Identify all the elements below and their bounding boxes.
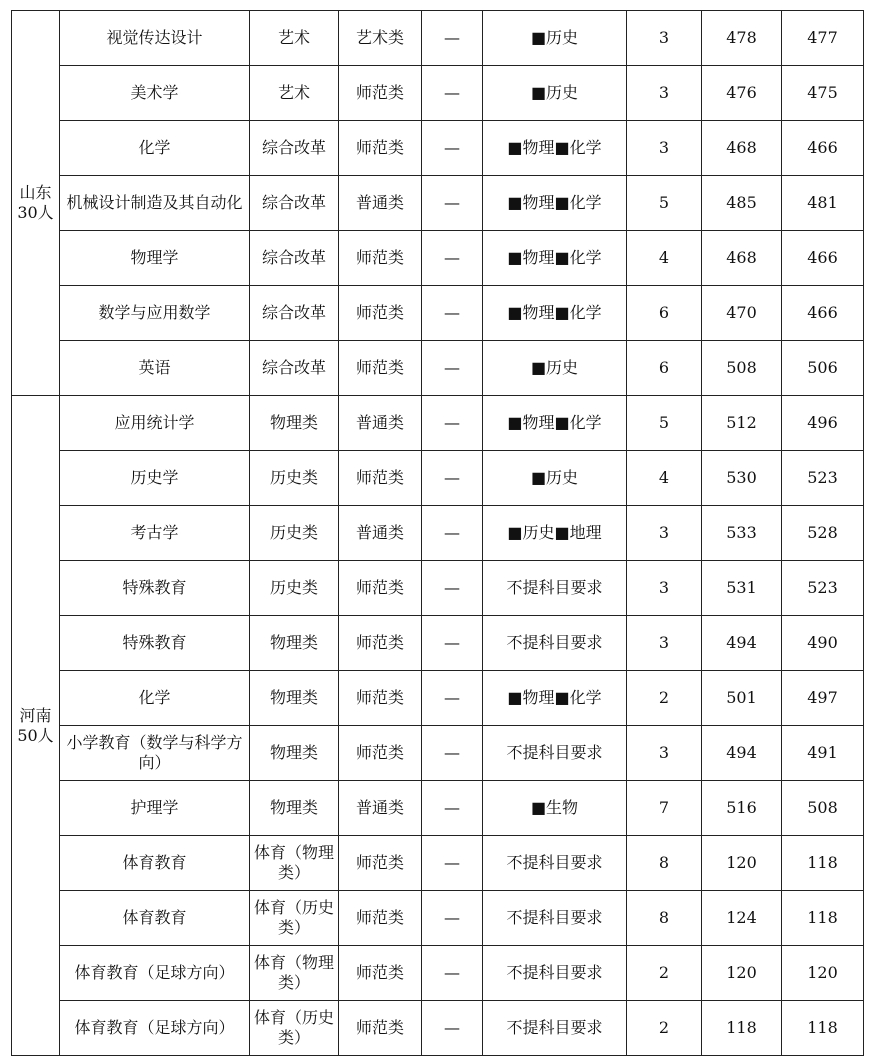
major-cell: 化学 [60,671,250,726]
note-cell: — [422,836,483,891]
category-cell: 综合改革 [250,341,339,396]
type-cell: 师范类 [339,231,422,286]
subject-cell: ■生物 [483,781,627,836]
subject-cell: 不提科目要求 [483,1001,627,1056]
plan-cell: 2 [627,1001,702,1056]
table-row [12,451,864,506]
type-cell: 普通类 [339,781,422,836]
max-score-cell: 468 [702,121,782,176]
max-score-cell: 124 [702,891,782,946]
max-score-cell: 494 [702,726,782,781]
province-cell [12,11,60,396]
category-cell: 体育（物理类） [250,836,339,891]
min-score-cell: 466 [782,121,864,176]
table-row [12,121,864,176]
subject-cell: 不提科目要求 [483,616,627,671]
min-score-cell: 490 [782,616,864,671]
plan-cell: 3 [627,66,702,121]
max-score-cell: 533 [702,506,782,561]
plan-cell: 6 [627,286,702,341]
major-cell: 物理学 [60,231,250,286]
plan-cell: 2 [627,671,702,726]
min-score-cell: 491 [782,726,864,781]
max-score-cell: 508 [702,341,782,396]
plan-cell: 6 [627,341,702,396]
max-score-cell: 512 [702,396,782,451]
table-row [12,561,864,616]
subject-cell: 不提科目要求 [483,891,627,946]
major-cell: 特殊教育 [60,616,250,671]
table-row [12,396,864,451]
type-cell: 师范类 [339,451,422,506]
note-cell: — [422,121,483,176]
category-cell: 艺术 [250,66,339,121]
major-cell: 特殊教育 [60,561,250,616]
major-cell: 小学教育（数学与科学方向） [60,726,250,781]
category-cell: 体育（物理类） [250,946,339,1001]
subject-cell: 不提科目要求 [483,726,627,781]
max-score-cell: 118 [702,1001,782,1056]
type-cell: 艺术类 [339,11,422,66]
major-cell: 体育教育（足球方向） [60,946,250,1001]
major-cell: 护理学 [60,781,250,836]
note-cell: — [422,726,483,781]
subject-cell: 不提科目要求 [483,836,627,891]
min-score-cell: 466 [782,286,864,341]
max-score-cell: 501 [702,671,782,726]
category-cell: 体育（历史类） [250,891,339,946]
category-cell: 历史类 [250,451,339,506]
note-cell: — [422,231,483,286]
plan-cell: 3 [627,11,702,66]
plan-cell: 4 [627,231,702,286]
min-score-cell: 466 [782,231,864,286]
max-score-cell: 530 [702,451,782,506]
table-row [12,781,864,836]
subject-cell: ■历史 [483,66,627,121]
min-score-cell: 477 [782,11,864,66]
major-cell: 视觉传达设计 [60,11,250,66]
max-score-cell: 120 [702,946,782,1001]
subject-cell: ■历史 [483,11,627,66]
category-cell: 物理类 [250,616,339,671]
max-score-cell: 485 [702,176,782,231]
plan-cell: 5 [627,176,702,231]
subject-cell: 不提科目要求 [483,561,627,616]
type-cell: 师范类 [339,726,422,781]
category-cell: 历史类 [250,561,339,616]
type-cell: 普通类 [339,396,422,451]
type-cell: 师范类 [339,66,422,121]
min-score-cell: 118 [782,836,864,891]
subject-cell: ■历史 [483,341,627,396]
major-cell: 应用统计学 [60,396,250,451]
province-count: 30人 [17,203,54,222]
subject-cell: ■物理■化学 [483,176,627,231]
category-cell: 历史类 [250,506,339,561]
max-score-cell: 468 [702,231,782,286]
type-cell: 师范类 [339,946,422,1001]
province-count: 50人 [17,725,54,745]
note-cell: — [422,286,483,341]
note-cell: — [422,506,483,561]
note-cell: — [422,66,483,121]
table-row [12,891,864,946]
min-score-cell: 523 [782,451,864,506]
plan-cell: 7 [627,781,702,836]
major-cell: 体育教育 [60,836,250,891]
major-cell: 考古学 [60,506,250,561]
subject-cell: ■物理■化学 [483,121,627,176]
note-cell: — [422,1001,483,1056]
note-cell: — [422,561,483,616]
type-cell: 师范类 [339,341,422,396]
type-cell: 师范类 [339,121,422,176]
category-cell: 综合改革 [250,121,339,176]
category-cell: 体育（历史类） [250,1001,339,1056]
note-cell: — [422,891,483,946]
type-cell: 普通类 [339,176,422,231]
note-cell: — [422,946,483,1001]
min-score-cell: 496 [782,396,864,451]
plan-cell: 3 [627,561,702,616]
major-cell: 美术学 [60,66,250,121]
major-cell: 化学 [60,121,250,176]
note-cell: — [422,616,483,671]
note-cell: — [422,341,483,396]
max-score-cell: 120 [702,836,782,891]
table-row [12,836,864,891]
plan-cell: 2 [627,946,702,1001]
category-cell: 综合改革 [250,231,339,286]
category-cell: 物理类 [250,726,339,781]
table-row [12,1001,864,1056]
plan-cell: 3 [627,726,702,781]
plan-cell: 3 [627,121,702,176]
table-row [12,231,864,286]
type-cell: 师范类 [339,891,422,946]
max-score-cell: 476 [702,66,782,121]
table-row [12,726,864,781]
note-cell: — [422,671,483,726]
type-cell: 师范类 [339,671,422,726]
type-cell: 师范类 [339,286,422,341]
plan-cell: 8 [627,836,702,891]
subject-cell: ■物理■化学 [483,231,627,286]
province-name: 河南 [19,705,52,725]
max-score-cell: 494 [702,616,782,671]
max-score-cell: 470 [702,286,782,341]
major-cell: 机械设计制造及其自动化 [60,176,250,231]
subject-cell: ■物理■化学 [483,396,627,451]
max-score-cell: 516 [702,781,782,836]
type-cell: 师范类 [339,836,422,891]
table-row [12,946,864,1001]
min-score-cell: 506 [782,341,864,396]
min-score-cell: 523 [782,561,864,616]
major-cell: 历史学 [60,451,250,506]
major-cell: 体育教育（足球方向） [60,1001,250,1056]
subject-cell: 不提科目要求 [483,946,627,1001]
min-score-cell: 528 [782,506,864,561]
min-score-cell: 475 [782,66,864,121]
table-row [12,286,864,341]
subject-cell: ■物理■化学 [483,671,627,726]
note-cell: — [422,11,483,66]
max-score-cell: 478 [702,11,782,66]
plan-cell: 3 [627,616,702,671]
category-cell: 物理类 [250,396,339,451]
province-name: 山东 [19,183,52,202]
min-score-cell: 120 [782,946,864,1001]
plan-cell: 8 [627,891,702,946]
subject-cell: ■物理■化学 [483,286,627,341]
note-cell: — [422,451,483,506]
table-row [12,671,864,726]
major-cell: 数学与应用数学 [60,286,250,341]
plan-cell: 5 [627,396,702,451]
province-cell [12,396,60,1056]
note-cell: — [422,781,483,836]
plan-cell: 3 [627,506,702,561]
plan-cell: 4 [627,451,702,506]
min-score-cell: 508 [782,781,864,836]
major-cell: 体育教育 [60,891,250,946]
category-cell: 综合改革 [250,286,339,341]
max-score-cell: 531 [702,561,782,616]
table-row [12,176,864,231]
category-cell: 艺术 [250,11,339,66]
min-score-cell: 497 [782,671,864,726]
table-row [12,506,864,561]
category-cell: 综合改革 [250,176,339,231]
table-row [12,66,864,121]
category-cell: 物理类 [250,671,339,726]
admission-table [11,10,864,1056]
major-cell: 英语 [60,341,250,396]
table-body [12,11,864,1056]
table-row [12,11,864,66]
category-cell: 物理类 [250,781,339,836]
subject-cell: ■历史 [483,451,627,506]
table-row [12,341,864,396]
table-row [12,616,864,671]
type-cell: 师范类 [339,1001,422,1056]
min-score-cell: 118 [782,891,864,946]
note-cell: — [422,396,483,451]
min-score-cell: 481 [782,176,864,231]
subject-cell: ■历史■地理 [483,506,627,561]
note-cell: — [422,176,483,231]
type-cell: 师范类 [339,561,422,616]
type-cell: 普通类 [339,506,422,561]
min-score-cell: 118 [782,1001,864,1056]
type-cell: 师范类 [339,616,422,671]
